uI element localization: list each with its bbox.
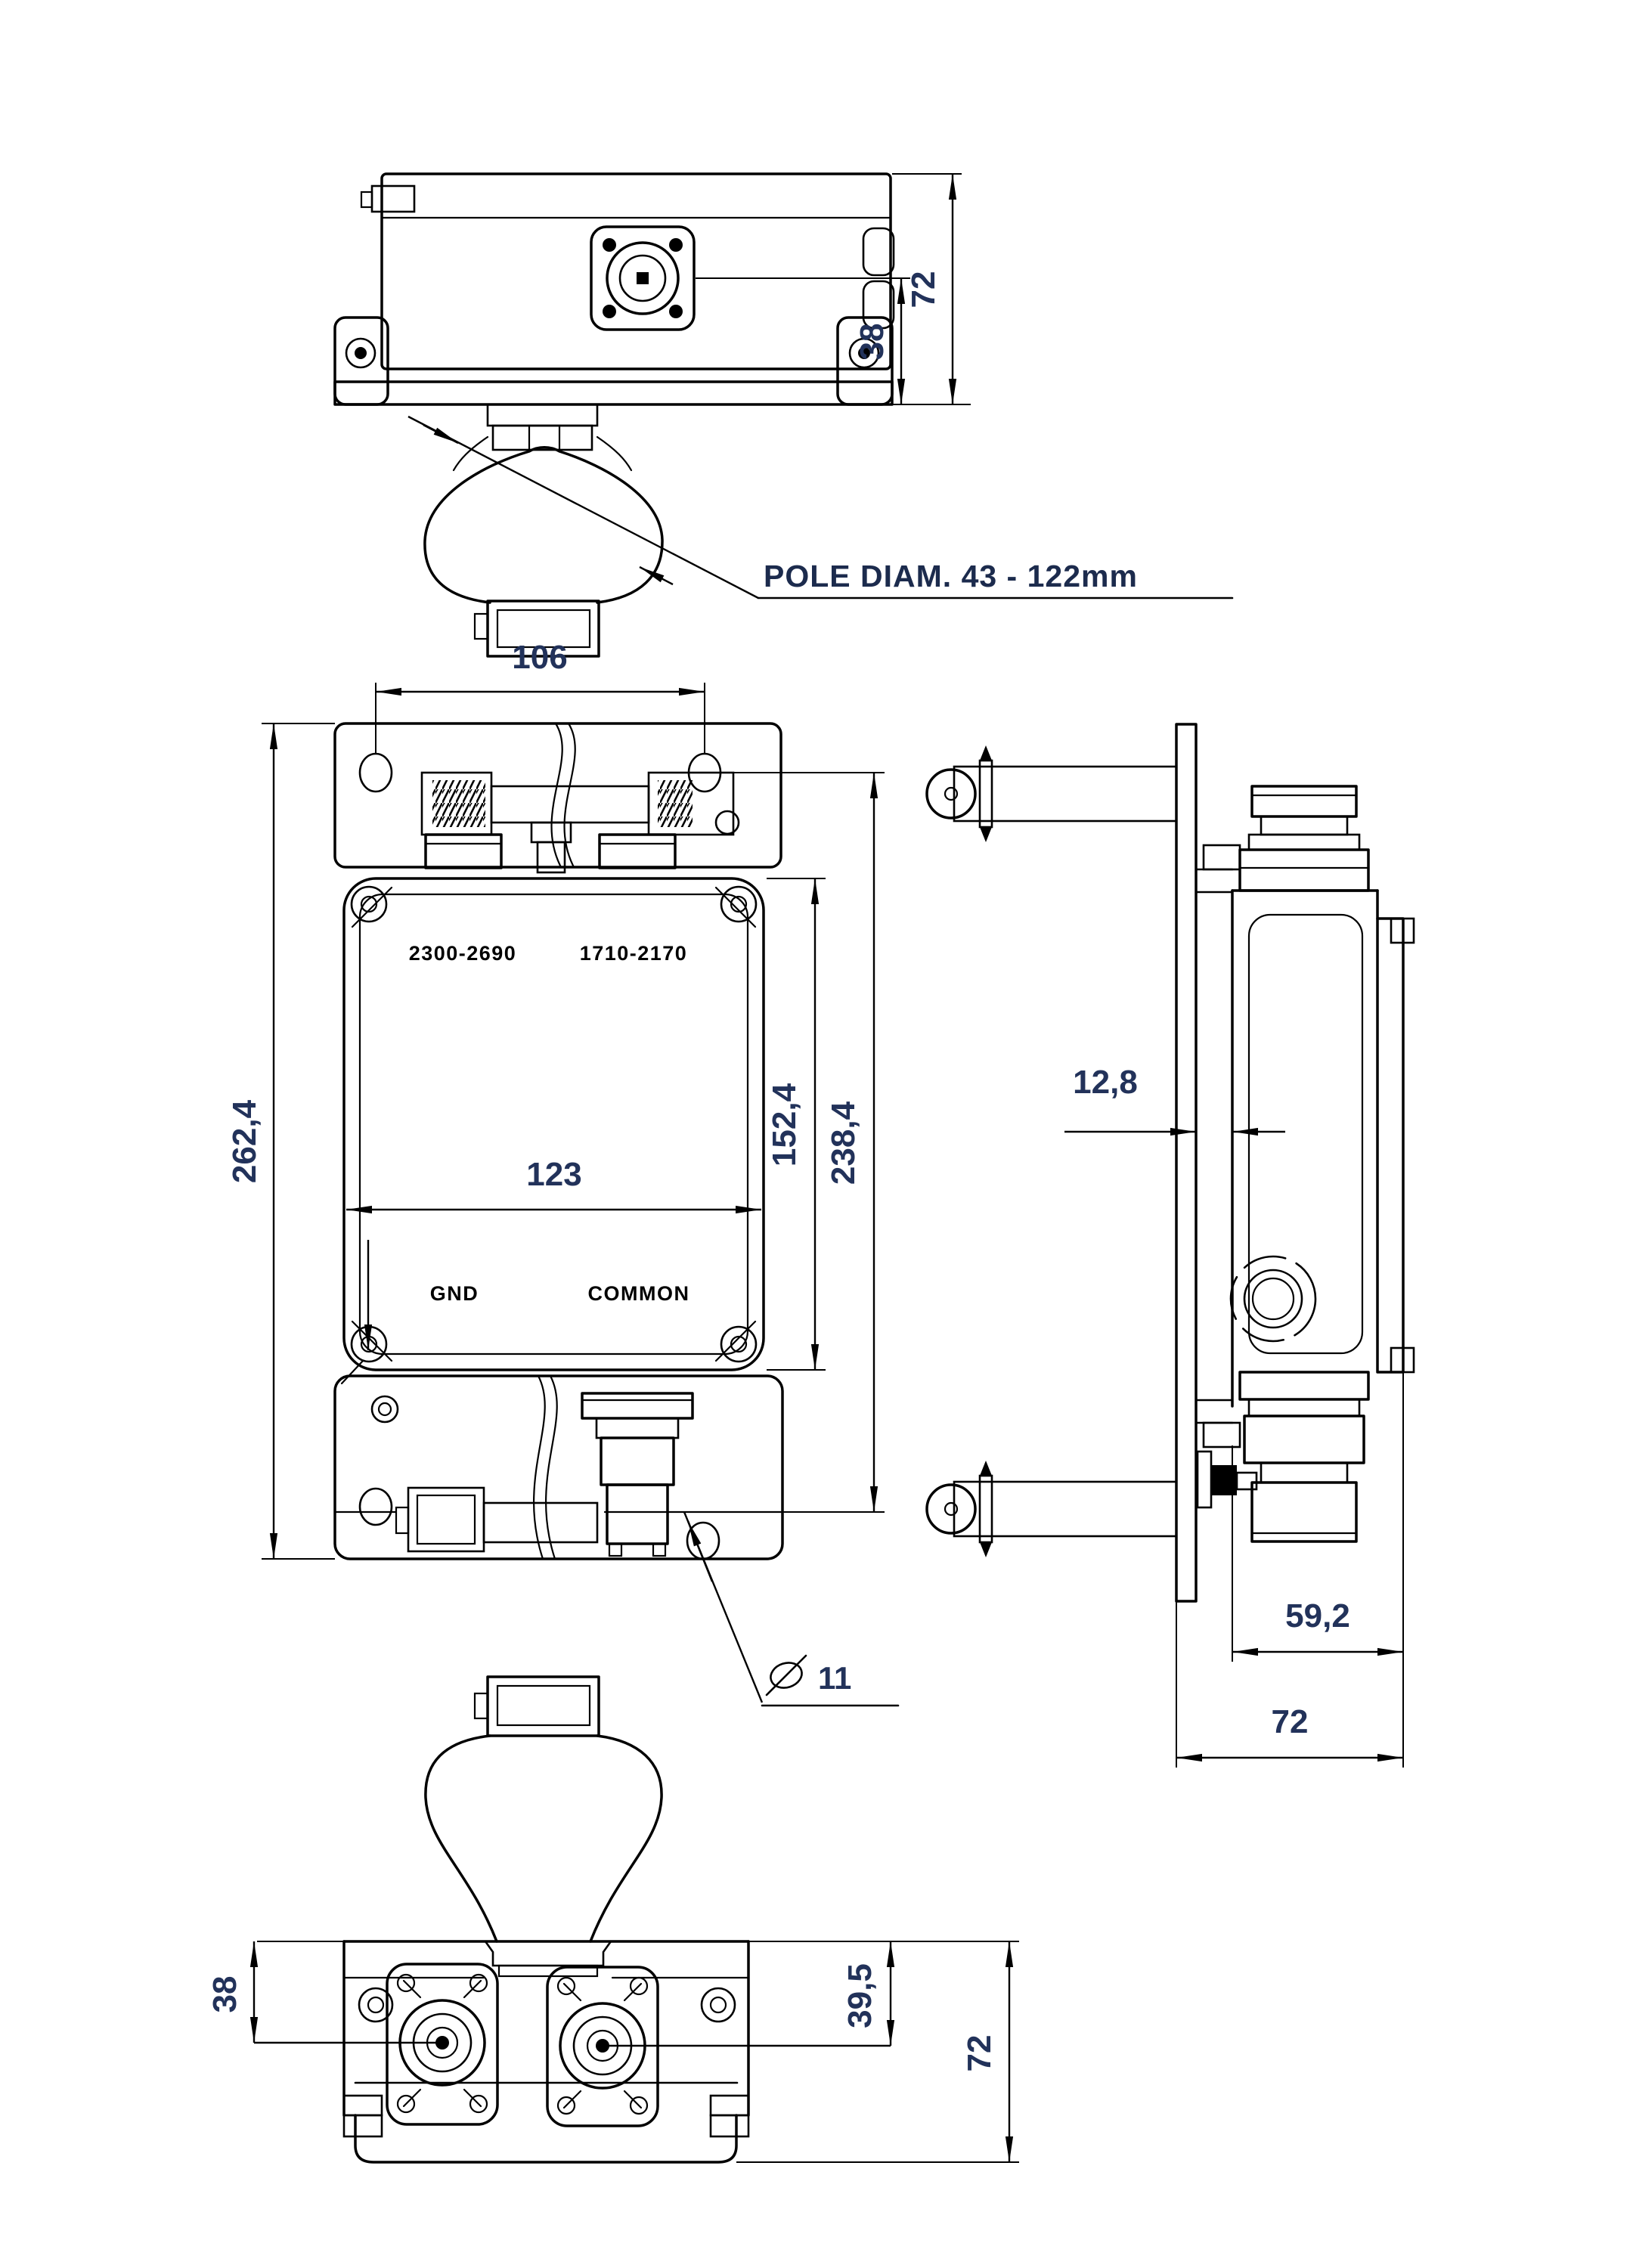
dim-label-238-4: 238,4 [825,1101,862,1185]
top-view [335,174,1232,656]
dim-bottom-38 [206,1941,344,2043]
pole-outline-top [425,448,662,603]
dim-label-106: 106 [512,639,568,676]
side-body [1196,845,1414,1507]
stencil-band-right: 1710-2170 [579,942,688,965]
pole-diameter-note: POLE DIAM. 43 - 122mm [764,559,1138,593]
clamp-rod-top [927,745,1176,842]
dim-label-123: 123 [526,1156,582,1193]
ground-screw-icon [372,1396,398,1422]
top-view-body-outline [382,174,891,369]
common-connector-down [582,1393,693,1556]
bottom-connector-left [387,1964,497,2124]
mount-hole [360,1489,392,1525]
dim-label-38-top: 38 [854,323,891,361]
mount-hole-dia11 [687,1523,719,1559]
hose-clamp-band [491,786,649,823]
front-bottom-bracket [335,1240,782,1559]
ground-lug-icon [1231,1256,1315,1341]
stencil-band-left: 2300-2690 [408,942,517,965]
front-top-bracket [335,723,781,872]
dim-front-262-4 [226,723,335,1559]
dim-label-59-2: 59,2 [1285,1597,1350,1634]
pole-clamp-top [454,404,631,470]
dim-front-106 [376,639,705,754]
top-connector-flange [591,227,694,330]
pole-outline-bottom [426,1736,497,1941]
dim-label-72-side: 72 [1271,1703,1309,1740]
dim-label-dia11: 11 [818,1660,852,1696]
dim-label-38-bottom: 38 [206,1975,243,2013]
dim-label-72-bottom: 72 [961,2034,998,2072]
hose-clamp-band [484,1503,597,1542]
side-connector-bottom [1240,1372,1368,1541]
stencil-common: COMMON [587,1282,690,1305]
flange-screw-icon [669,238,683,252]
side-view [927,724,1414,1768]
dim-front-123 [346,1156,761,1210]
dim-side-59-2 [1232,1372,1403,1768]
pole-clamp-block-bottom [475,1677,599,1736]
mount-hole [360,754,392,792]
pole-diameter-callout [408,417,1232,598]
clamp-rod-bottom [927,1461,1176,1557]
front-view [226,639,898,1706]
clamp-screw-block [372,186,414,212]
flange-screw-icon [603,305,616,318]
dim-side-12-8 [1064,1064,1285,1132]
dim-front-152-4 [766,878,826,1370]
pole-outline-bottom [590,1736,662,1941]
dim-label-39-5: 39,5 [841,1963,878,2028]
dim-label-262-4: 262,4 [226,1099,263,1184]
pole-seat-notch [485,1941,611,1966]
side-connector-top [1240,786,1368,891]
flange-screw-icon [669,305,683,318]
dim-label-72-top: 72 [905,271,942,308]
front-body [344,878,764,1370]
stencil-gnd: GND [429,1282,479,1305]
dim-label-12-8: 12,8 [1073,1064,1138,1101]
bottom-view [206,1677,1019,2162]
diameter-icon [767,1656,806,1695]
flange-screw-icon [603,238,616,252]
dim-bottom-39-5 [748,1941,1019,2046]
dim-front-dia11 [684,1512,898,1706]
dim-top-72 [905,174,953,404]
side-cover-plate [1377,919,1403,1372]
clamp-bolt [1198,1452,1211,1507]
dim-label-152-4: 152,4 [766,1083,803,1167]
pole-plate-edge [1176,724,1196,1601]
